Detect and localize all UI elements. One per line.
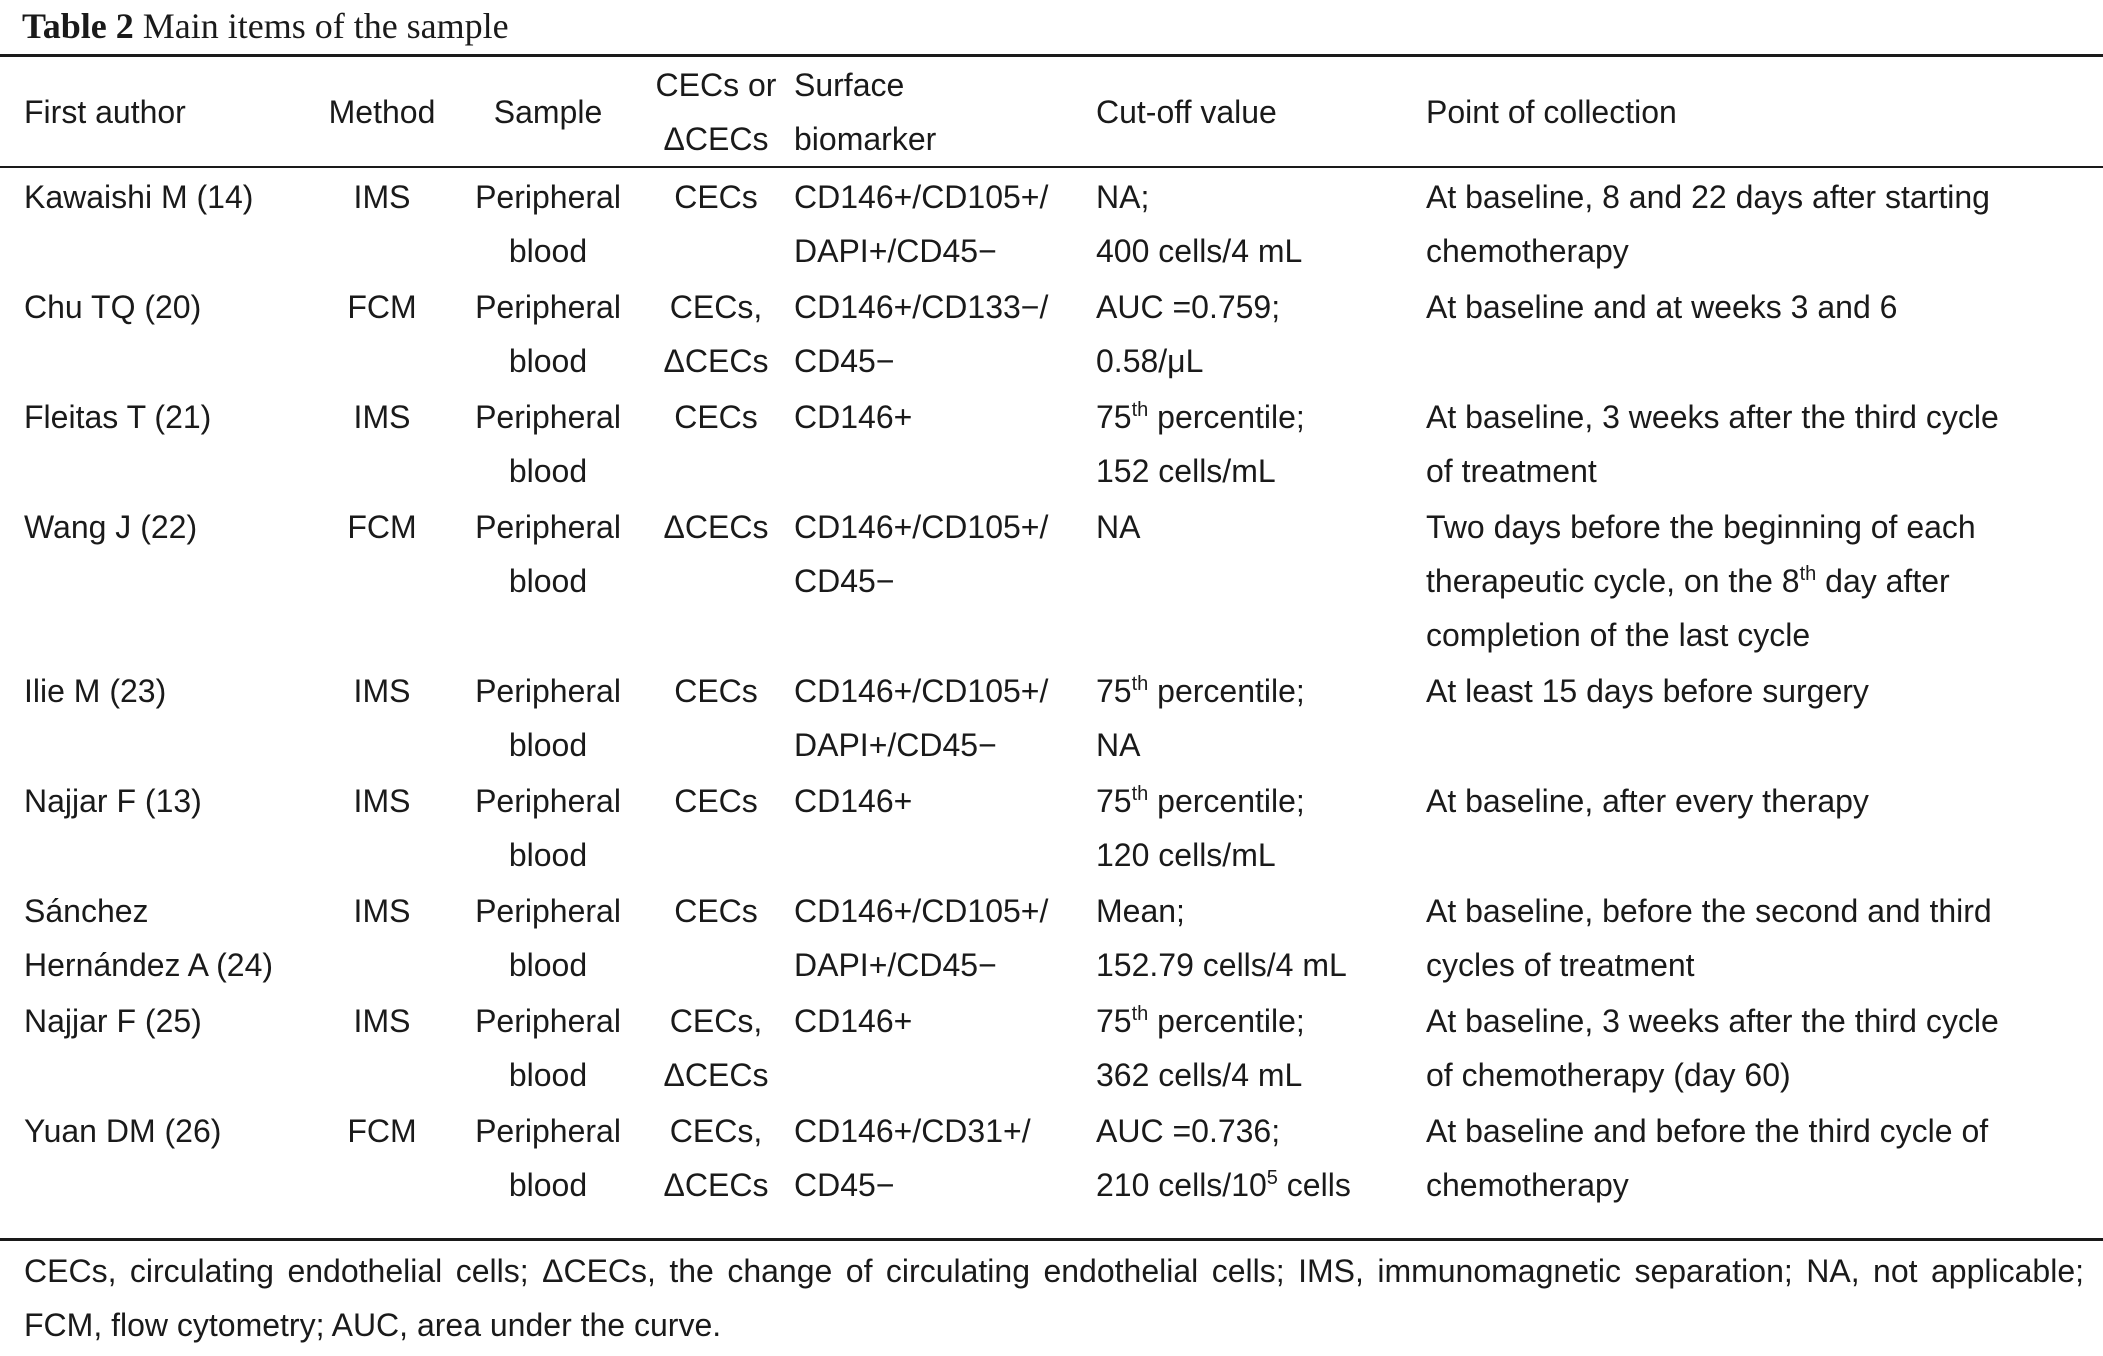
- cell-line: Two days before the beginning of each: [1426, 509, 1976, 545]
- cell-line: At least 15 days before surgery: [1426, 673, 1869, 709]
- cell-line: CECs: [674, 673, 758, 709]
- cell-line: NA: [1096, 727, 1141, 763]
- cell-line: cycles of treatment: [1426, 947, 1695, 983]
- cell-line: 152 cells/mL: [1096, 453, 1276, 489]
- text-run: 75: [1096, 1003, 1132, 1039]
- collection-cell: [1426, 994, 2103, 1104]
- sample-cell: [458, 1104, 638, 1214]
- text-run: 75: [1096, 673, 1132, 709]
- cecs-cell: [638, 664, 794, 774]
- cell-line: 120 cells/mL: [1096, 837, 1276, 873]
- cell-line: DAPI+/CD45−: [794, 947, 997, 983]
- cell-line: CD146+/CD105+/: [794, 893, 1049, 929]
- cell-line: CD146+/CD105+/: [794, 509, 1049, 545]
- cell-line: CD146+/CD105+/: [794, 673, 1049, 709]
- sample-cell: [458, 664, 638, 774]
- method-cell: IMS: [353, 783, 411, 819]
- cell-line: Peripheral: [475, 289, 621, 325]
- header-first-author: [0, 58, 306, 166]
- sample-cell: [458, 500, 638, 664]
- cell-line: Peripheral: [475, 1003, 621, 1039]
- cell-line: Peripheral: [475, 179, 621, 215]
- cell-line: DAPI+/CD45−: [794, 727, 997, 763]
- sample-cell: [458, 166, 638, 280]
- table-row: [0, 994, 2103, 1104]
- header-cecs: [638, 58, 794, 166]
- cell-line: [1096, 994, 1426, 1048]
- cell-line: CD45−: [794, 1167, 895, 1203]
- collection-cell: [1426, 166, 2103, 280]
- method-cell: FCM: [347, 509, 417, 545]
- cutoff-cell: [1096, 280, 1426, 390]
- method-cell: IMS: [353, 893, 411, 929]
- cell-line: AUC =0.736;: [1096, 1113, 1281, 1149]
- superscript: 5: [1266, 1167, 1278, 1189]
- author-cell: [0, 166, 306, 280]
- biomarker-cell: [794, 500, 1096, 664]
- superscript: th: [1799, 563, 1817, 585]
- cell-line: 400 cells/4 mL: [1096, 233, 1303, 269]
- text-run: 75: [1096, 783, 1132, 819]
- cell-line: At baseline and before the third cycle of: [1426, 1113, 1989, 1149]
- cell-line: At baseline, 3 weeks after the third cycle: [1426, 1003, 1999, 1039]
- cell-line: ΔCECs: [663, 343, 769, 379]
- cell-line: of chemotherapy (day 60): [1426, 1057, 1791, 1093]
- author-cell: [0, 390, 306, 500]
- sample-cell: [458, 280, 638, 390]
- method-cell: IMS: [353, 1003, 411, 1039]
- cell-line: ΔCECs: [663, 1167, 769, 1203]
- table-row: [0, 1104, 2103, 1214]
- biomarker-cell: [794, 280, 1096, 390]
- collection-cell: [1426, 664, 2103, 774]
- cell-line: Method: [328, 94, 436, 130]
- text-run: day after: [1816, 563, 1950, 599]
- cell-line: 0.58/μL: [1096, 343, 1204, 379]
- cell-line: Point of collection: [1426, 94, 1677, 130]
- cell-line: Peripheral: [475, 399, 621, 435]
- bottom-rule: [0, 1238, 2103, 1241]
- cell-line: At baseline, 8 and 22 days after starting: [1426, 179, 1990, 215]
- sample-items-table: [0, 58, 2103, 1214]
- cecs-cell: [638, 280, 794, 390]
- collection-cell: [1426, 774, 2103, 884]
- collection-cell: [1426, 884, 2103, 994]
- method-cell: FCM: [347, 289, 417, 325]
- cell-line: NA;: [1096, 179, 1150, 215]
- cell-line: AUC =0.759;: [1096, 289, 1281, 325]
- cell-line: CD146+/CD105+/: [794, 179, 1049, 215]
- cecs-cell: [638, 500, 794, 664]
- cutoff-cell: [1096, 884, 1426, 994]
- cell-line: At baseline, after every therapy: [1426, 783, 1869, 819]
- cell-line: Najjar F (13): [24, 783, 202, 819]
- cell-line: CD45−: [794, 343, 895, 379]
- cell-line: [1096, 1158, 1426, 1212]
- cell-line: Peripheral: [475, 783, 621, 819]
- superscript: th: [1131, 1003, 1149, 1025]
- cell-line: CECs,: [669, 1113, 763, 1149]
- cell-line: Najjar F (25): [24, 1003, 202, 1039]
- table-row: [0, 166, 2103, 280]
- cell-line: Yuan DM (26): [24, 1113, 222, 1149]
- table-row: [0, 884, 2103, 994]
- cell-line: blood: [508, 233, 588, 269]
- cell-line: CD146+: [794, 783, 913, 819]
- cell-line: CD146+/CD133−/: [794, 289, 1049, 325]
- text-run: percentile;: [1148, 673, 1305, 709]
- superscript: th: [1131, 399, 1149, 421]
- cell-line: NA: [1096, 509, 1141, 545]
- top-rule: [0, 54, 2103, 57]
- cell-line: Cut-off value: [1096, 94, 1277, 130]
- header-point-of-collection: [1426, 58, 2103, 166]
- cell-line: CECs or: [655, 67, 777, 103]
- cell-line: biomarker: [794, 121, 937, 157]
- cecs-cell: [638, 390, 794, 500]
- cell-line: Wang J (22): [24, 509, 198, 545]
- cell-line: DAPI+/CD45−: [794, 233, 997, 269]
- cell-line: blood: [508, 947, 588, 983]
- sample-cell: [458, 390, 638, 500]
- collection-cell: [1426, 1104, 2103, 1214]
- biomarker-cell: [794, 774, 1096, 884]
- cell-line: [1096, 774, 1426, 828]
- cecs-cell: [638, 994, 794, 1104]
- header-row: [0, 58, 2103, 166]
- cell-line: CECs,: [669, 289, 763, 325]
- cell-line: blood: [508, 837, 588, 873]
- cell-line: Peripheral: [475, 893, 621, 929]
- collection-cell: [1426, 500, 2103, 664]
- cell-line: blood: [508, 563, 588, 599]
- cell-line: CD146+: [794, 399, 913, 435]
- cell-line: chemotherapy: [1426, 1167, 1629, 1203]
- cell-line: CECs,: [669, 1003, 763, 1039]
- cell-line: Sánchez: [24, 893, 149, 929]
- cell-line: 152.79 cells/4 mL: [1096, 947, 1347, 983]
- cell-line: Chu TQ (20): [24, 289, 202, 325]
- author-cell: [0, 994, 306, 1104]
- cell-line: Hernández A (24): [24, 947, 274, 983]
- table-row: [0, 280, 2103, 390]
- text-run: percentile;: [1148, 783, 1305, 819]
- cutoff-cell: [1096, 664, 1426, 774]
- collection-cell: [1426, 280, 2103, 390]
- text-run: percentile;: [1148, 399, 1305, 435]
- method-cell: IMS: [353, 673, 411, 709]
- header-cut-off-value: [1096, 58, 1426, 166]
- cecs-cell: [638, 774, 794, 884]
- cell-line: CD146+: [794, 1003, 913, 1039]
- text-run: cells: [1277, 1167, 1351, 1203]
- cell-line: Peripheral: [475, 673, 621, 709]
- cell-line: [1096, 390, 1426, 444]
- table-body: [0, 166, 2103, 1214]
- method-cell: FCM: [347, 1113, 417, 1149]
- cell-line: Ilie M (23): [24, 673, 167, 709]
- superscript: th: [1131, 783, 1149, 805]
- table-footnote: CECs, circulating endothelial cells; ΔCECs, the change of circulating endothelial cells; IMS, immunomagnetic separation; NA, not applicable; FCM, flow cytometry; AUC, area under the curve.: [24, 1253, 2084, 1343]
- cell-line: CECs: [674, 399, 758, 435]
- cell-line: blood: [508, 1057, 588, 1093]
- header-sample: [458, 58, 638, 166]
- cutoff-cell: [1096, 390, 1426, 500]
- cell-line: ΔCECs: [663, 1057, 769, 1093]
- cell-line: blood: [508, 727, 588, 763]
- cell-line: CECs: [674, 893, 758, 929]
- table-row: [0, 500, 2103, 664]
- biomarker-cell: [794, 664, 1096, 774]
- author-cell: [0, 884, 306, 994]
- cecs-cell: [638, 166, 794, 280]
- cell-line: At baseline, 3 weeks after the third cycle: [1426, 399, 1999, 435]
- cecs-cell: [638, 884, 794, 994]
- cell-line: Peripheral: [475, 509, 621, 545]
- cell-line: First author: [24, 94, 186, 130]
- table-row: [0, 664, 2103, 774]
- cutoff-cell: [1096, 994, 1426, 1104]
- cell-line: Mean;: [1096, 893, 1185, 929]
- cell-line: Sample: [493, 94, 603, 130]
- biomarker-cell: [794, 994, 1096, 1104]
- cell-line: Surface: [794, 67, 905, 103]
- author-cell: [0, 774, 306, 884]
- cell-line: At baseline and at weeks 3 and 6: [1426, 289, 1898, 325]
- header-method: [306, 58, 458, 166]
- cell-line: blood: [508, 343, 588, 379]
- text-run: therapeutic cycle, on the 8: [1426, 563, 1800, 599]
- cell-line: CECs: [674, 179, 758, 215]
- cell-line: of treatment: [1426, 453, 1597, 489]
- sample-cell: [458, 994, 638, 1104]
- collection-cell: [1426, 390, 2103, 500]
- cell-line: completion of the last cycle: [1426, 617, 1811, 653]
- text-run: 75: [1096, 399, 1132, 435]
- cell-line: At baseline, before the second and third: [1426, 893, 1992, 929]
- sample-cell: [458, 774, 638, 884]
- cell-line: Peripheral: [475, 1113, 621, 1149]
- table-title: Main items of the sample: [142, 6, 509, 46]
- cell-line: CD146+/CD31+/: [794, 1113, 1031, 1149]
- cutoff-cell: [1096, 500, 1426, 664]
- cell-line: CECs: [674, 783, 758, 819]
- cell-line: Kawaishi M (14): [24, 179, 254, 215]
- table-row: [0, 390, 2103, 500]
- header-surface-biomarker: [794, 58, 1096, 166]
- author-cell: [0, 500, 306, 664]
- cell-line: 362 cells/4 mL: [1096, 1057, 1303, 1093]
- cell-line: Fleitas T (21): [24, 399, 212, 435]
- sample-cell: [458, 884, 638, 994]
- text-run: percentile;: [1148, 1003, 1305, 1039]
- method-cell: IMS: [353, 179, 411, 215]
- cell-line: [1426, 554, 2103, 608]
- cell-line: blood: [508, 1167, 588, 1203]
- text-run: 210 cells/10: [1096, 1167, 1267, 1203]
- biomarker-cell: [794, 1104, 1096, 1214]
- cutoff-cell: [1096, 1104, 1426, 1214]
- author-cell: [0, 280, 306, 390]
- biomarker-cell: [794, 390, 1096, 500]
- cell-line: ΔCECs: [663, 509, 769, 545]
- cutoff-cell: [1096, 166, 1426, 280]
- cell-line: CD45−: [794, 563, 895, 599]
- author-cell: [0, 664, 306, 774]
- biomarker-cell: [794, 884, 1096, 994]
- cutoff-cell: [1096, 774, 1426, 884]
- cell-line: [1096, 664, 1426, 718]
- superscript: th: [1131, 673, 1149, 695]
- author-cell: [0, 1104, 306, 1214]
- table-caption: [22, 2, 509, 50]
- table-row: [0, 774, 2103, 884]
- cell-line: blood: [508, 453, 588, 489]
- cecs-cell: [638, 1104, 794, 1214]
- biomarker-cell: [794, 166, 1096, 280]
- cell-line: ΔCECs: [663, 121, 769, 157]
- cell-line: chemotherapy: [1426, 233, 1629, 269]
- method-cell: IMS: [353, 399, 411, 435]
- table-label: Table 2: [22, 6, 134, 46]
